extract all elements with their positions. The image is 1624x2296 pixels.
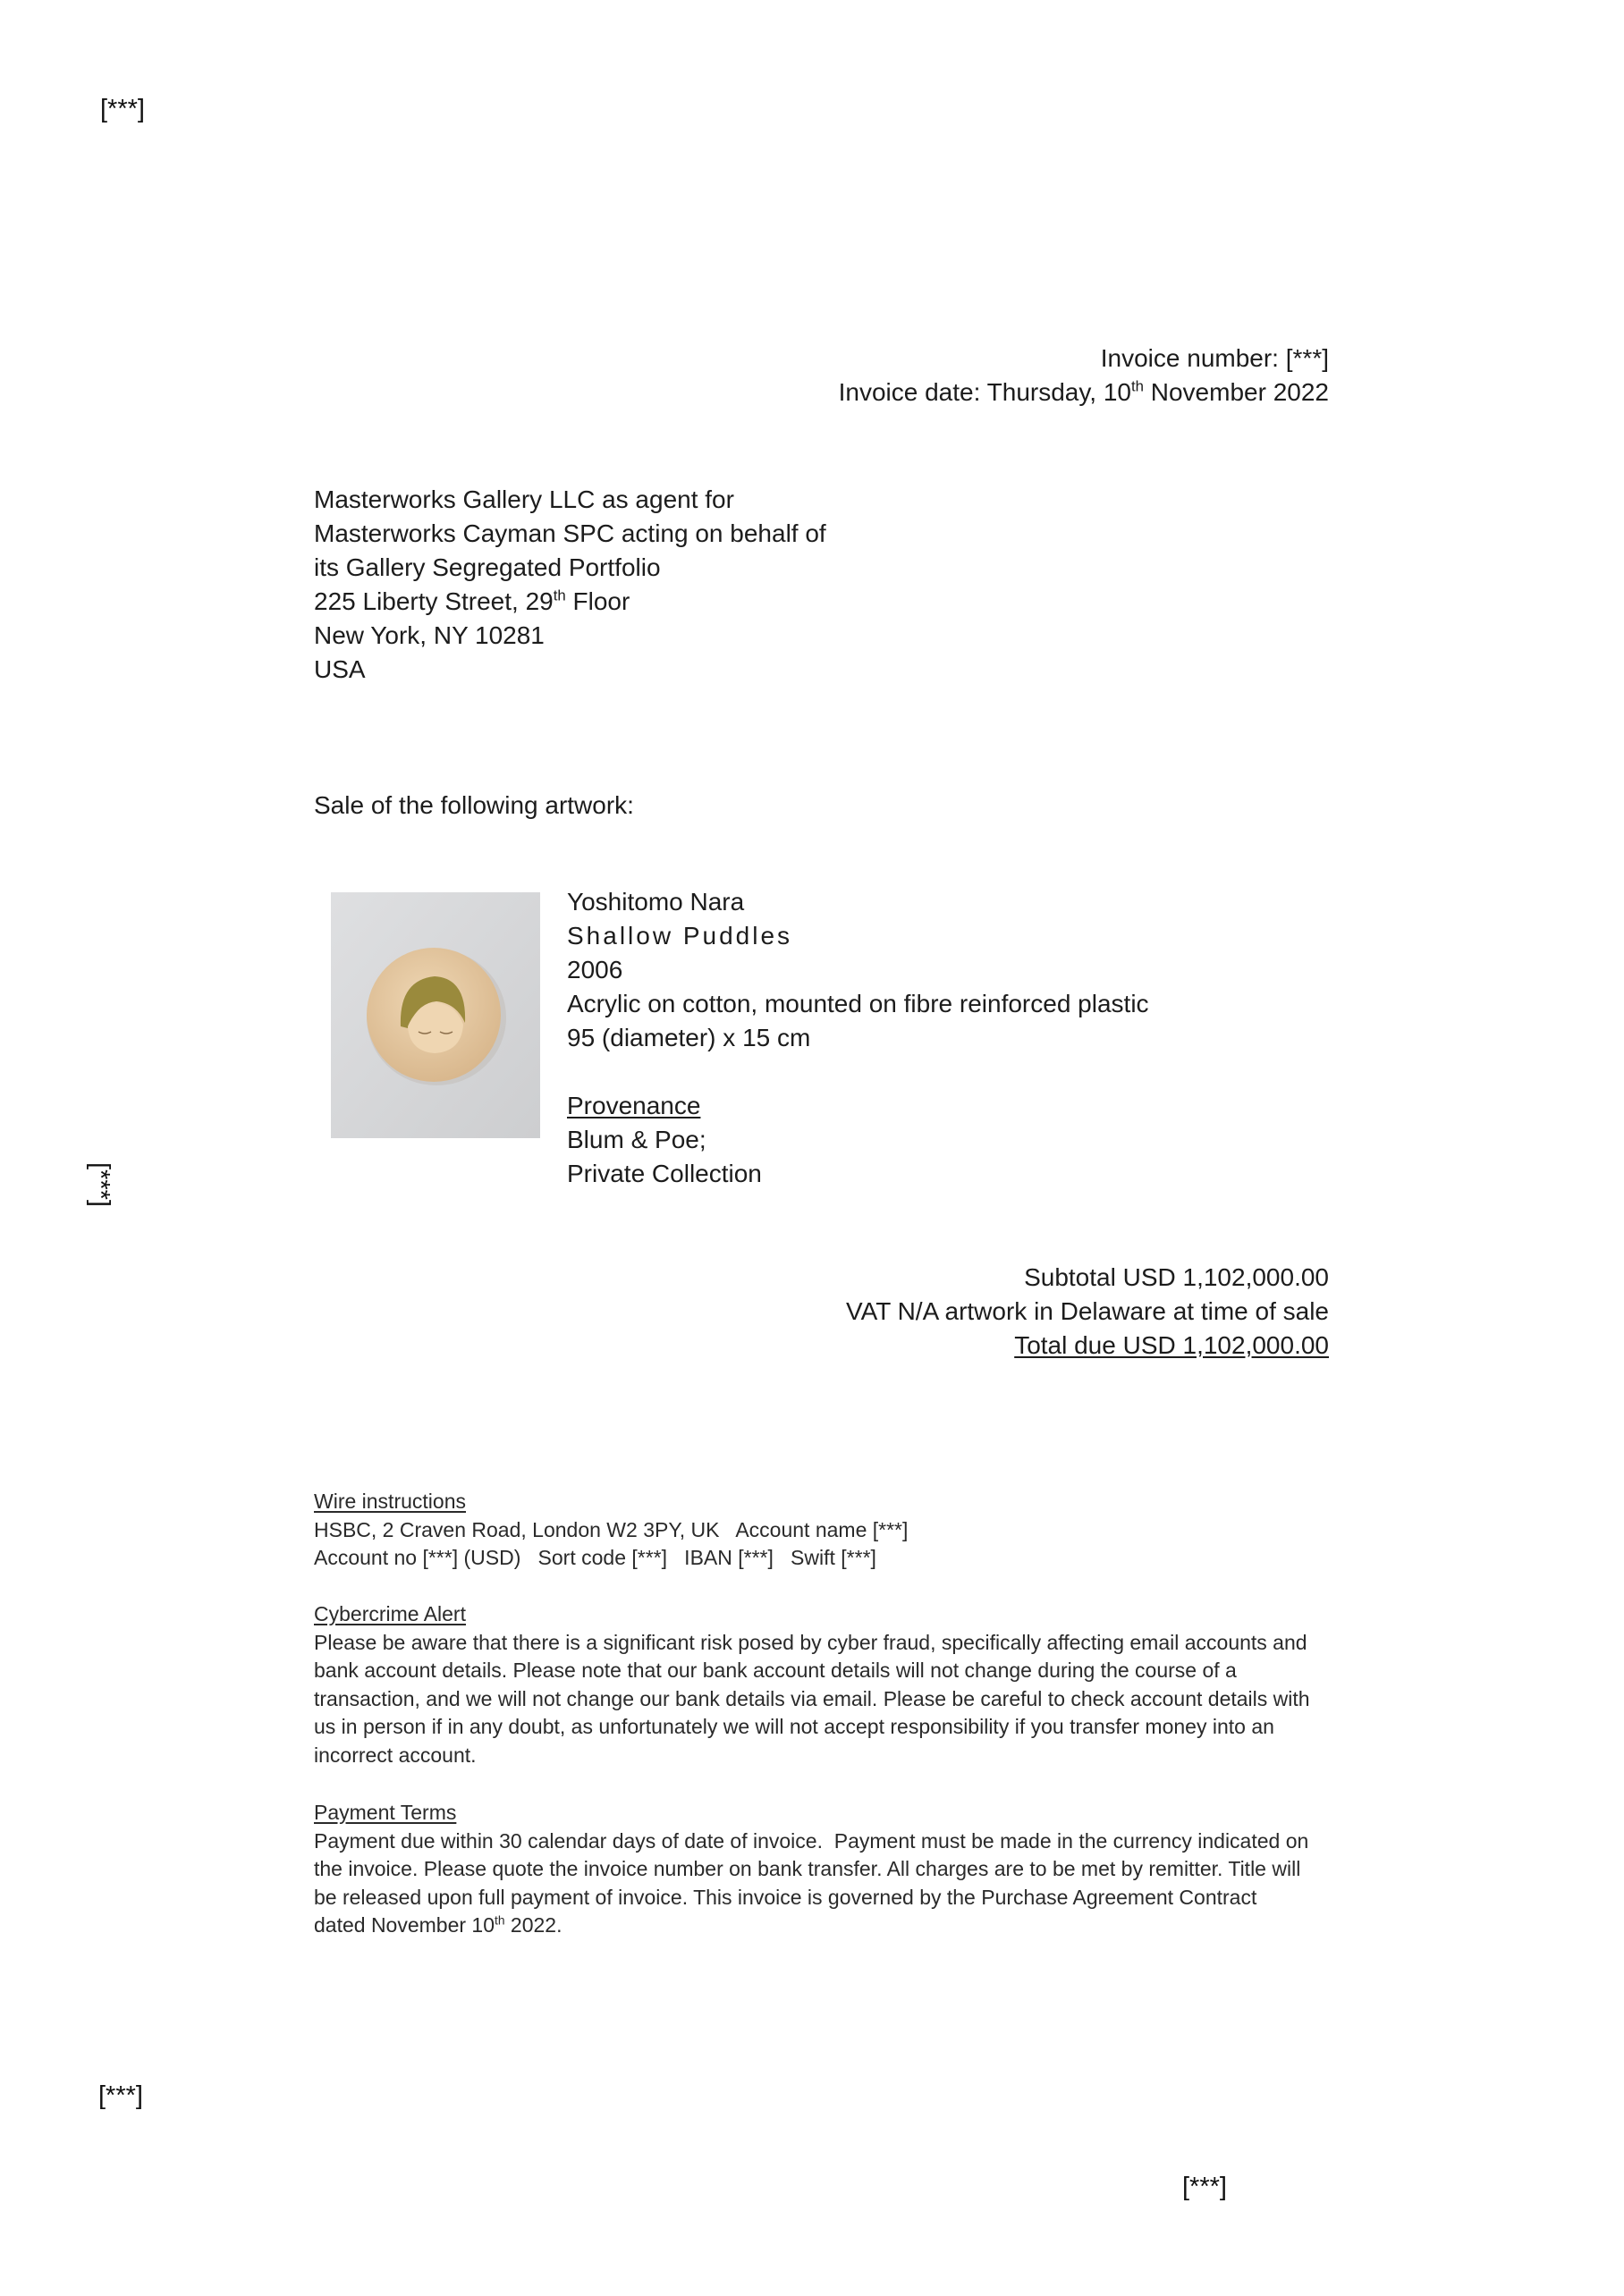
wire-heading: Wire instructions [314,1490,466,1513]
redaction-bottom-right: [***] [1182,2173,1227,2201]
cyber-line-2: bank account details. Please note that our bank account details will not change during the course of a [314,1659,1237,1682]
wire-line-2: Account no [***] (USD) Sort code [***] IBAN [***] Swift [***] [314,1546,876,1569]
payment-line-1: Payment due within 30 calendar days of date of invoice. Payment must be made in the currency indicated on [314,1828,1309,1853]
cyber-line-5: incorrect account. [314,1743,477,1767]
cyber-line-1: Please be aware that there is a significant risk posed by cyber fraud, specifically affecting email accounts and [314,1630,1307,1654]
invoice-date: Invoice date: Thursday, 10th November 2022 [838,377,1329,406]
address-line-5: New York, NY 10281 [314,621,545,649]
cyber-heading: Cybercrime Alert [314,1602,466,1625]
address-line-1: Masterworks Gallery LLC as agent for [314,485,734,513]
payment-line-4: dated November 10th 2022. [314,1913,562,1937]
vat-line: VAT N/A artwork in Delaware at time of sale [846,1297,1329,1325]
artwork-artist: Yoshitomo Nara [567,888,745,916]
address-line-4: 225 Liberty Street, 29th Floor [314,587,630,615]
provenance-heading: Provenance [567,1092,701,1119]
redaction-side: [***] [86,1162,114,1207]
invoice-header [524,342,1329,409]
cyber-line-4: us in person if in any doubt, as unfortunately we will not accept responsibility if you transfer money into an [314,1715,1274,1738]
address-line-6: USA [314,655,366,683]
payment-line-2: the invoice. Please quote the invoice number on bank transfer. All charges are to be met by remitter. Title will [314,1857,1301,1880]
provenance-line-2: Private Collection [567,1160,762,1187]
provenance-line-1: Blum & Poe; [567,1126,706,1153]
address-line-3: its Gallery Segregated Portfolio [314,553,661,581]
wire-instructions [314,1488,908,1573]
artwork-year: 2006 [567,956,623,983]
redaction-bottom-left: [***] [98,2081,143,2110]
sale-intro: Sale of the following artwork: [314,791,634,819]
recipient-address [314,483,826,687]
payment-heading: Payment Terms [314,1801,457,1824]
total-due: Total due USD 1,102,000.00 [1014,1331,1329,1359]
payment-terms [314,1799,1308,1940]
artwork-details [567,885,1149,1191]
invoice-number: Invoice number: [***] [1100,344,1329,372]
address-line-2: Masterworks Cayman SPC acting on behalf of [314,519,826,547]
subtotal: Subtotal USD 1,102,000.00 [1024,1263,1329,1291]
cyber-line-3: transaction, and we will not change our bank details via email. Please be careful to check account details with [314,1686,1310,1710]
artwork-medium: Acrylic on cotton, mounted on fibre reinforced plastic [567,990,1149,1017]
redaction-top-left: [***] [100,95,145,123]
cybercrime-alert [314,1600,1310,1769]
totals-block [524,1261,1329,1363]
artwork-photo [331,892,540,1138]
payment-line-3: be released upon full payment of invoice. This invoice is governed by the Purchase Agreement Contract [314,1885,1257,1909]
wire-line-1: HSBC, 2 Craven Road, London W2 3PY, UK Account name [***] [314,1517,909,1541]
artwork-title: Shallow Puddles [567,922,793,950]
artwork-dimensions: 95 (diameter) x 15 cm [567,1024,811,1051]
